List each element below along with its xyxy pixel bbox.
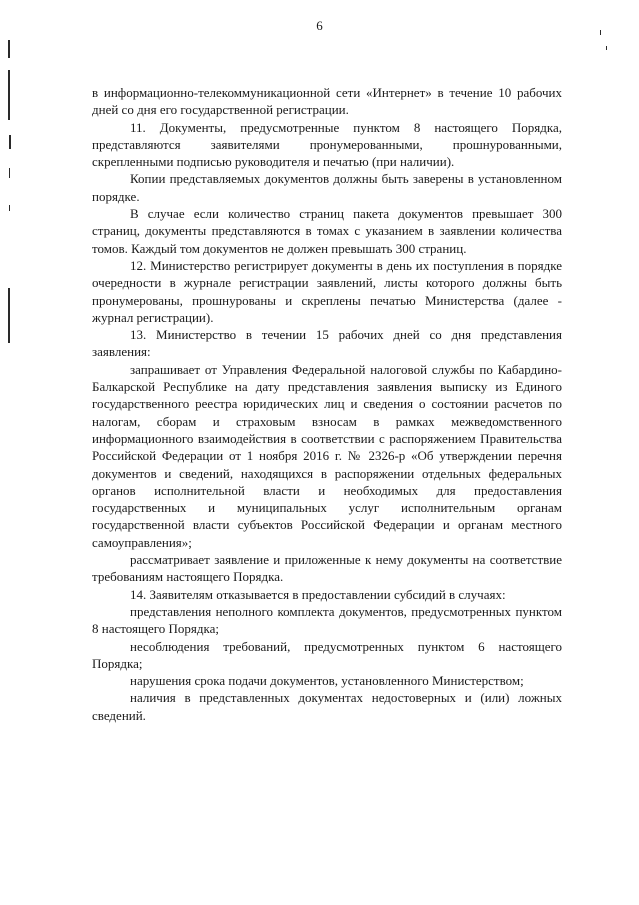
paragraph: 12. Министерство регистрирует документы в день их поступления в порядке очередности в журнале регистрации заявлений, листы которого должны быть пронумерованы, прошнурованы и скреплены печатью Министерства (далее - журнал регистрации). [92, 257, 562, 325]
scan-edge-mark [606, 46, 607, 50]
paragraph: нарушения срока подачи документов, установленного Министерством; [130, 673, 524, 689]
paragraph: запрашивает от Управления Федеральной налоговой службы по Кабардино-Балкарской Республике на дату представления заявления выписку из Единого государственного реестра юридических лиц и сведения о состоянии расчетов по налогам, сборам и страховым взносам в рамках межведомственного информационного взаимодействия в соответствии с распоряжением Правительства Российской Федерации от 1 ноября 2016 г. № 2326-р «Об утверждении перечня документов и сведений, находящихся в распоряжении отдельных федеральных органов исполнительной власти и необходимых для предоставления государственных и муниципальных услуг исполнительным органам государственной власти субъектов Российской Федерации и органам местного самоуправления»; [92, 361, 562, 550]
paragraph: Копии представляемых документов должны быть заверены в установленном порядке. [92, 171, 562, 204]
paragraph: в информационно-телекоммуникационной сети «Интернет» в течение 10 рабочих дней со дня его государственной регистрации. [92, 85, 562, 118]
scan-edge-mark [8, 40, 10, 58]
paragraph: представления неполного комплекта документов, предусмотренных пунктом 8 настоящего Порядка; [92, 603, 562, 637]
paragraph: несоблюдения требований, предусмотренных пунктом 6 настоящего Порядка; [92, 638, 562, 671]
paragraph: В случае если количество страниц пакета документов превышает 300 страниц, документы представляются в томах с указанием в заявлении количества томов. Каждый том документов не должен превышать 300 страниц. [92, 206, 562, 256]
scan-edge-mark [8, 70, 10, 120]
paragraph: 13. Министерство в течении 15 рабочих дней со дня представления заявления: [92, 327, 562, 360]
paragraph: 11. Документы, предусмотренные пунктом 8 настоящего Порядка, представляются заявителями пронумерованными, прошнурованными, скрепленными подписью руководителя и печатью (при наличии). [92, 119, 562, 170]
scan-edge-mark [9, 205, 10, 211]
page-number: 6 [316, 18, 323, 33]
paragraph: наличия в представленных документах недостоверных и (или) ложных сведений. [92, 690, 562, 723]
scan-edge-mark [8, 288, 10, 343]
scan-edge-mark [9, 135, 11, 149]
paragraph: рассматривает заявление и приложенные к нему документы на соответствие требованиям настоящего Порядка. [92, 552, 562, 585]
document-body [92, 84, 562, 724]
paragraph: 14. Заявителям отказывается в предоставлении субсидий в случаях: [130, 586, 506, 602]
scan-edge-mark [9, 168, 10, 178]
